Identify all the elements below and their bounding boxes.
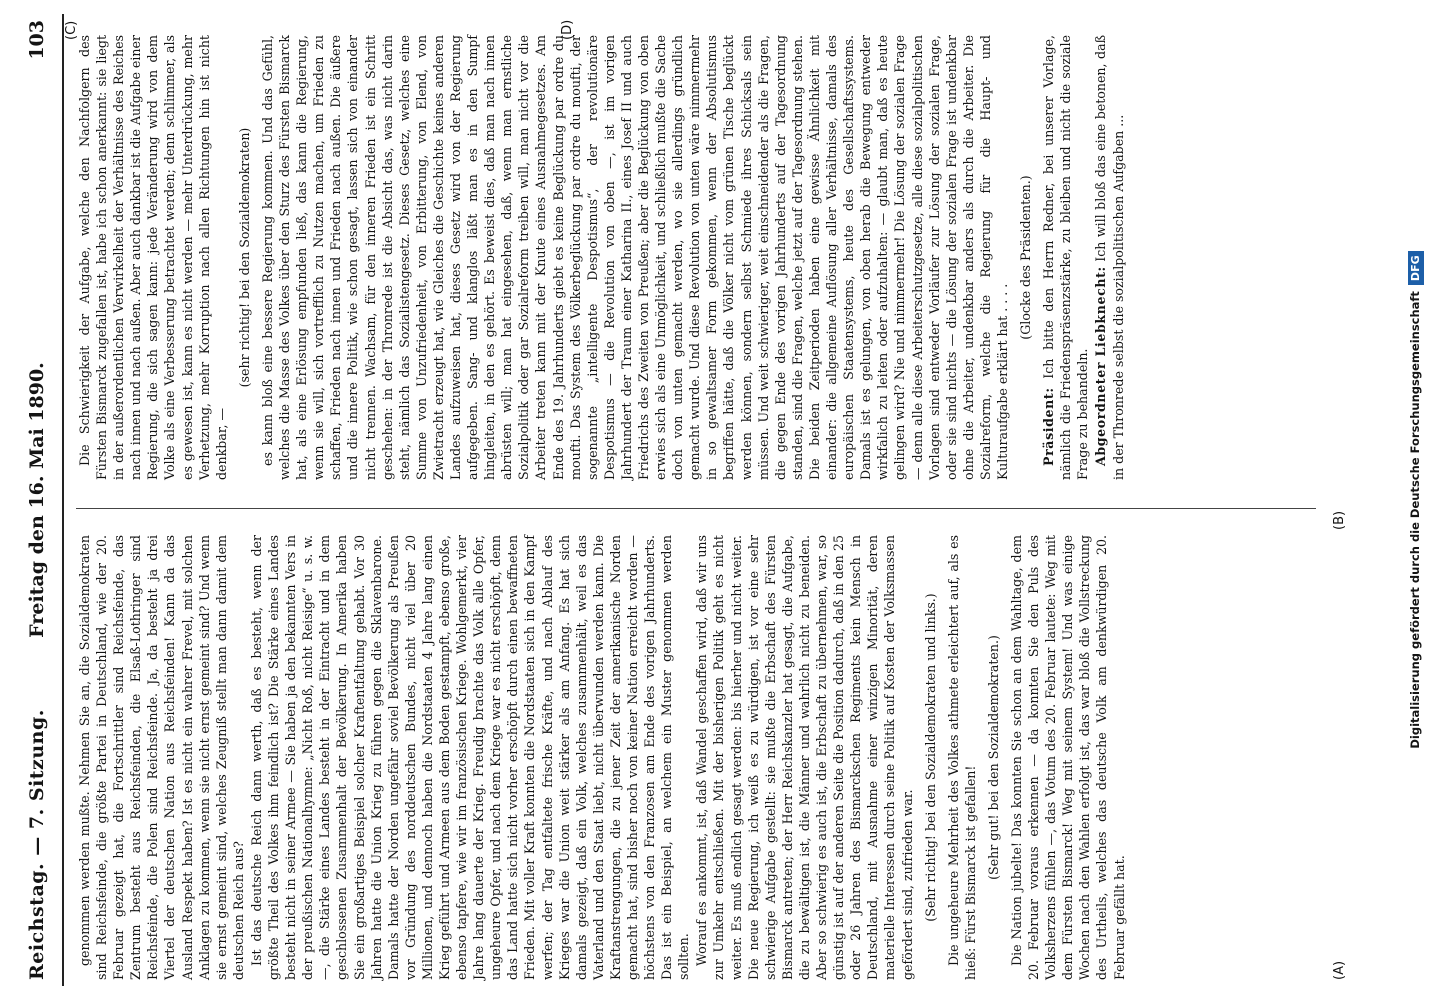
speech-text: Ich will bloß das eine betonen, daß in der Thronrede selbst die sozialpolitischen Aufgaben ... [1093, 35, 1126, 480]
margin-mark-a: (A) [1332, 960, 1347, 980]
paragraph: Die Schwierigkeit der Aufgabe, welche den Nachfolgern des Fürsten Bismarck zugefallen ist, habe ich schon anerkannt: sie liegt in der außerordentlichen Verwirkelheit der Verhältnisse des Reiches nach innen und nach außen. Aber auch dankbar ist die Aufgabe einer Regierung, die sich sagen kann: jede Veränderung wird von dem Volke als eine Verbesserung betrachtet werden; denn schlimmer, als es gewesen ist, kann es nicht werden — mehr Unterdrückung, mehr Verhetzung, mehr Korruption nach allen Richtungen hin ist nicht denkbar, — [77, 35, 229, 480]
interjection: (Sehr gut! bei den Sozialdemokraten.) [985, 635, 1001, 880]
paragraph: es kann bloß eine bessere Regierung kommen. Und das Gefühl, welches die Masse des Volkes über den Sturz des Fürsten Bismarck hat, als eine Erlösung empfunden ließ, das kann die Regierung, wenn sie will, sich vortrefflich zu Nutzen machen, um Frieden zu schaffen, Frieden nach innen und Frieden nach außen. Die äußere und die innere Politik, wie schon gesagt, lassen sich von einander nicht trennen. Wachsam, für den inneren Frieden ist ein Schritt geschehen: in der Thronrede ist die Absicht das, was nicht darin steht, nämlich das Sozialistengesetz. Dieses Gesetz, welches eine Summe von Unzufriedenheit, von Erbitterung, von Elend, von Zwietracht erzeugt hat, wie Gleiches die Geschichte keines anderen Landes aufzuweisen hat, dieses Gesetz wird von der Regierung aufgegeben. Sang- und klanglos läßt man es in den Sumpf hingleiten, in den es gehört. Es beweist dies, daß man nach innen abrüsten will; man hat eingesehen, daß, wenn man ernstliche Sozialpolitik oder gar Sozialreform treiben will, man nicht vor die Arbeiter treten kann mit der Knute eines Ausnahmegesetzes. Am Ende des 19. Jahrhunderts giebt es keine Beglückung par ordre du moufti. Das System des Völkerbeglückung par ordre du moufti, der sogenannte „intelligente Despotismus“, der revolutionäre Despotismus — die Revolution von oben —, ist im vorigen Jahrhundert der Traum einer Katharina II., eines Josef II und auch Friedrichs des Zweiten von Preußen; aber die Beglückung von oben erwies sich als eine Unmöglichkeit, und schließlich mußte die Sache doch von unten gemacht werden, wo sie allerdings gründlich gemacht wurde. Und diese Revolution von unten wäre nimmermehr in so gewaltsamer Form gekommen, wenn der Absolutismus begriffen hätte, daß die Völker nicht vom grünen Tische beglückt werden können, sondern selbst Schmiede ihres Schicksals sein müssen. Und weit schwieriger, weit einschneidender als die Fragen, die gegen Ende des vorigen Jahrhunderts auf der Tagesordnung standen, sind die Fragen, welche jetzt auf der Tagesordnung stehen. Die beiden Zeitperioden haben eine gewisse Ähnlichkeit mit einander: die allgemeine Auflösung aller Verhältnisse, damals des europäischen Staatensystems, heute des Gesellschaftssystems. Damals ist es gelungen, von oben herab die Bewegung entweder wirkfalich zu leiten oder aufzuhalten: — glaubt man, daß es heute gelingen wird? Nie und nimmermehr! Die Lösung der sozialen Frage — denn alle diese Arbeiterschutzgesetze, alle diese sozialpolitischen Vorlagen sind entweder Vorläufer zur Lösung der sozialen Frage, oder sie sind nichts — die Lösung der sozialen Frage ist undenkbar ohne die Arbeiter, undenkbar anders als durch die Arbeiter. Die Sozialreform, welche die Regierung für die Haupt- und Kulturaufgabe erklärt hat . . . . [259, 35, 1010, 480]
paragraph: Die Nation jubelte! Das konnten Sie schon an dem Wahltage, dem 20. Februar voraus erkennen — da konnten Sie den Puls des Volksherzens fühlen —, das Votum des 20. Februar lautete: Weg mit dem Fürsten Bismarck! Weg mit seinem System! Und was einige Wochen nach den Wahlen erfolgt ist, das war bloß die Vollstreckung des Urtheils, welches das deutsche Volk am denkwürdigen 20. Februar gefällt hat. [1008, 535, 1127, 980]
digitization-sidebar [1402, 0, 1428, 1000]
paragraph: Die ungeheure Mehrheit des Volkes athmete erleichtert auf, als es hieß: Fürst Bismarck ist gefallen! [945, 535, 978, 980]
speech-text: Ich bitte den Herrn Redner, bei unserer Vorlage, nämlich die Friedenspräsenzstärke, zu bleiben und nicht die soziale Frage zu behandeln. [1041, 35, 1091, 480]
speaker-name: Abgeordneter Liebknecht: [1093, 266, 1109, 466]
digitization-note [1402, 0, 1428, 1000]
speaker-paragraph [1092, 35, 1126, 480]
header-rule [62, 14, 64, 986]
speaker-name: Präsident: [1041, 387, 1057, 466]
margin-mark-c: (C) [64, 20, 79, 40]
header-left: Reichstag. — 7. Sitzung. [26, 709, 48, 980]
dfg-credit-text: Digitalisierung gefördert durch die Deutsche Forschungsgemeinschaft [1408, 291, 1422, 749]
column-divider [76, 508, 1316, 509]
right-column [76, 35, 1128, 480]
interjection: (Glocke des Präsidenten.) [1018, 175, 1034, 340]
interjection: (Sehr richtig! bei den Sozialdemokraten und links.) [922, 593, 938, 922]
paragraph: Worauf es ankommt, ist, daß Wandel geschaffen wird, daß wir uns zur Umkehr entschließen. Mit der bisherigen Politik geht es nicht weiter. Es muß endlich gesagt werden: bis hierher und nicht weiter. Die neue Regierung, ich weiß es zu würdigen, ist vor eine sehr schwierige Aufgabe gestellt: sie mußte die Erbschaft des Fürsten Bismarck antreten; der Herr Reichskanzler hat gesagt, die Aufgabe, die zu bewältigen ist, die Männer und wahrlich nicht zu beneiden. Aber so schwierig es auch ist, die Erbschaft zu übernehmen, war, so günstig ist auf der anderen Seite die Position dadurch, daß in den 25 oder 26 Jahren des Bismarckschen Regiments kein Mensch in Deutschland, mit Ausnahme einer winzigen Minorität, deren materielle Interessen durch seine Politik auf Kosten der Volksmassen gefördert sind, zufrieden war. [694, 535, 915, 980]
paragraph: Ist das deutsche Reich dann werth, daß es besteht, wenn der größte Theil des Volkes ihm feindlich ist? Die Stärke eines Landes besteht nicht in seiner Armee — Sie haben ja den bekannten Vers in der preußischen Nationalhymne: „Nicht Roß, nicht Reisige“ u. s. w. —, die Stärke eines Landes besteht in der Eintracht und in dem geschlossenen Zusammenhalt der Bevölkerung. In Amerika haben Sie ein großartiges Beispiel solcher Kraftentfaltung gehabt. Vor 30 Jahren hatte die Union Krieg zu führen gegen die Sklavenbarone. Damals hatte der Norden ungefähr soviel Bevölkerung als Preußen vor Gründung des norddeutschen Bundes, nicht viel über 20 Millionen, und dennoch haben die Nordstaaten 4 Jahre lang einen Krieg geführt und Armeen aus dem Boden gestampft, ebenso große, ebenso tapfere, wie wir im französischen Kriege. Wohlgemerkt, vier Jahre lang dauerte der Krieg. Freudig brachte das Volk alle Opfer, ungeheure Opfer, und nach dem Kriege war es nicht erschöpft, denn das Land hatte sich nicht vorher erschöpft durch einen bewaffneten Frieden. Mit voller Kraft konnten die Nordstaaten sich in den Kampf werfen; der Tag entfaltete frische Kräfte, und nach Ablauf des Krieges war die Union weit stärker als am Anfang. Es hat sich damals gezeigt, daß ein Volk, welches zusammenhält, weil es das Vaterland und den Staat liebt, nicht überwunden werden kann. Die Kraftanstrengungen, die zu jener Zeit der amerikanische Norden gemacht hat, sind bisher noch von keiner Nation erreicht worden — höchstens von den Franzosen am Ende des vorigen Jahrhunderts. Das ist ein Beispiel, an welchem ein Muster genommen werden sollten. [248, 535, 692, 980]
page-header [18, 20, 58, 980]
speaker-paragraph [1040, 35, 1091, 480]
margin-mark-b: (B) [1332, 510, 1347, 530]
interjection: (sehr richtig! bei den Sozialdemokraten) [236, 127, 252, 388]
margin-mark-d: (D) [560, 19, 575, 40]
page-number: 103 [26, 20, 48, 60]
dfg-logo: DFG [1408, 251, 1424, 285]
paragraph: genommen werden mußte. Nehmen Sie an, die Sozialdemokraten sind Reichsfeinde, die größte Partei in Deutschland, wie der 20. Februar gezeigt hat, die Fortschrittler sind Reichsfeinde, das Zentrum besteht aus Reichsfeinden, die Elsaß-Lothringer sind Reichsfeinde, die Polen sind Reichsfeinde. Ja, da besteht ja drei Viertel der deutschen Nation aus Reichsfeinden! Kann da das Ausland Respekt haben? Ist es nicht ein wahrer Frevel, mit solchen Anklagen zu kommen, wenn sie nicht ernst gemeint sind? Und wenn sie ernst gemeint sind, welches Zeugniß stellt man dann damit dem deutschen Reich aus? [77, 535, 246, 980]
left-column [76, 535, 1129, 980]
header-date: Freitag den 16. Mai 1890. [26, 362, 48, 638]
